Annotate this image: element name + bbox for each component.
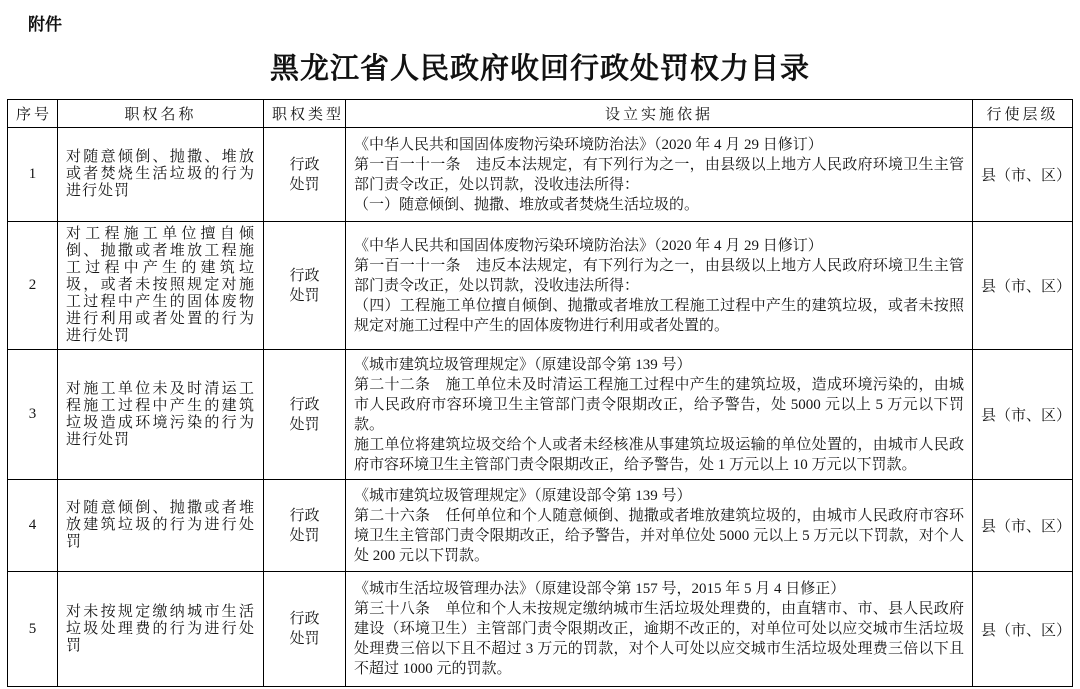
basis-paragraph: 《中华人民共和国固体废物污染环境防治法》（2020 年 4 月 29 日修订）	[354, 136, 823, 153]
legal-basis	[346, 128, 973, 222]
header-cell-name: 职权名称	[58, 100, 264, 128]
power-type	[264, 222, 346, 350]
basis-paragraph: 施工单位将建筑垃圾交给个人或者未经核准从事建筑垃圾运输的单位处置的，由城市人民政府市容环境卫生主管部门责令限期改正，给予警告，处 1 万元以上 10 万元以下罚款。	[354, 436, 964, 473]
power-name: 对未按规定缴纳城市生活垃圾处理费的行为进行处罚	[58, 572, 264, 687]
basis-paragraph: （四）工程施工单位擅自倾倒、抛撒或者堆放工程施工过程中产生的建筑垃圾，或者未按照规定对施工过程中产生的固体废物进行利用或者处置的。	[354, 297, 964, 334]
header-cell-basis: 设立实施依据	[346, 100, 973, 128]
basis-paragraph: 《城市生活垃圾管理办法》（原建设部令第 157 号，2015 年 5 月 4 日修正）	[354, 581, 846, 597]
basis-paragraph: 第三十八条 单位和个人未按规定缴纳城市生活垃圾处理费的，由直辖市、市、县人民政府建设（环境卫生）主管部门责令限期改正，逾期不改正的，对单位可处以应交城市生活垃圾处理费三倍以下且不超过 3 万元的罚款，对个人可处以应交城市生活垃圾处理费三倍以下且不超过 1000 元的罚款。	[354, 601, 964, 677]
table-row	[8, 572, 1073, 687]
exercise-level: 县（市、区）	[973, 350, 1073, 480]
row-index: 1	[8, 128, 58, 222]
power-type	[264, 350, 346, 480]
legal-basis	[346, 350, 973, 480]
row-index: 4	[8, 480, 58, 572]
table-row	[8, 128, 1073, 222]
power-name: 对随意倾倒、抛撒或者堆放建筑垃圾的行为进行处罚	[58, 480, 264, 572]
header-cell-level: 行使层级	[973, 100, 1073, 128]
exercise-level: 县（市、区）	[973, 128, 1073, 222]
attachment-label: 附件	[28, 15, 62, 34]
table-row	[8, 350, 1073, 480]
power-type-text: 行政处罚	[289, 156, 320, 193]
legal-basis	[346, 572, 973, 687]
exercise-level: 县（市、区）	[973, 480, 1073, 572]
power-name: 对施工单位未及时清运工程施工过程中产生的建筑垃圾造成环境污染的行为进行处罚	[58, 350, 264, 480]
exercise-level: 县（市、区）	[973, 572, 1073, 687]
basis-paragraph: 第一百一十一条 违反本法规定，有下列行为之一，由县级以上地方人民政府环境卫生主管部门责令改正，处以罚款，没收违法所得：	[354, 257, 964, 294]
table-header-row	[8, 100, 1073, 128]
header-cell-type: 职权类型	[264, 100, 346, 128]
power-name: 对随意倾倒、抛撒、堆放或者焚烧生活垃圾的行为进行处罚	[58, 128, 264, 222]
basis-paragraph: 《城市建筑垃圾管理规定》（原建设部令第 139 号）	[354, 356, 692, 373]
power-type-text: 行政处罚	[289, 267, 320, 304]
basis-paragraph: 第二十六条 任何单位和个人随意倾倒、抛撒或者堆放建筑垃圾的，由城市人民政府市容环境卫生主管部门责令限期改正，给予警告，并对单位处 5000 元以上 5 万元以下罚款，对个人处 200 元以下罚款。	[354, 507, 964, 564]
row-index: 5	[8, 572, 58, 687]
power-type	[264, 572, 346, 687]
table-row	[8, 222, 1073, 350]
power-type	[264, 128, 346, 222]
power-type	[264, 480, 346, 572]
row-index: 2	[8, 222, 58, 350]
table-row	[8, 480, 1073, 572]
basis-paragraph: （一）随意倾倒、抛撒、堆放或者焚烧生活垃圾的。	[354, 196, 700, 213]
exercise-level: 县（市、区）	[973, 222, 1073, 350]
basis-paragraph: 第二十二条 施工单位未及时清运工程施工过程中产生的建筑垃圾，造成环境污染的，由城市人民政府市容环境卫生主管部门责令限期改正，给予警告，处 5000 元以上 5 万元以下罚款。	[354, 376, 964, 433]
power-name: 对工程施工单位擅自倾倒、抛撒或者堆放工程施工过程中产生的建筑垃圾，或者未按照规定对施工过程中产生的固体废物进行利用或者处置的行为进行处罚	[58, 222, 264, 350]
power-type-text: 行政处罚	[289, 396, 320, 433]
row-index: 3	[8, 350, 58, 480]
basis-paragraph: 第一百一十一条 违反本法规定，有下列行为之一，由县级以上地方人民政府环境卫生主管部门责令改正，处以罚款，没收违法所得：	[354, 156, 964, 193]
basis-paragraph: 《城市建筑垃圾管理规定》（原建设部令第 139 号）	[354, 487, 692, 504]
legal-basis	[346, 222, 973, 350]
legal-basis	[346, 480, 973, 572]
power-type-text: 行政处罚	[289, 507, 320, 544]
basis-paragraph: 《中华人民共和国固体废物污染环境防治法》（2020 年 4 月 29 日修订）	[354, 237, 823, 254]
header-cell-index: 序号	[8, 100, 58, 128]
catalog-table	[7, 99, 1073, 687]
power-type-text: 行政处罚	[289, 611, 320, 647]
page-title: 黑龙江省人民政府收回行政处罚权力目录	[269, 53, 810, 85]
